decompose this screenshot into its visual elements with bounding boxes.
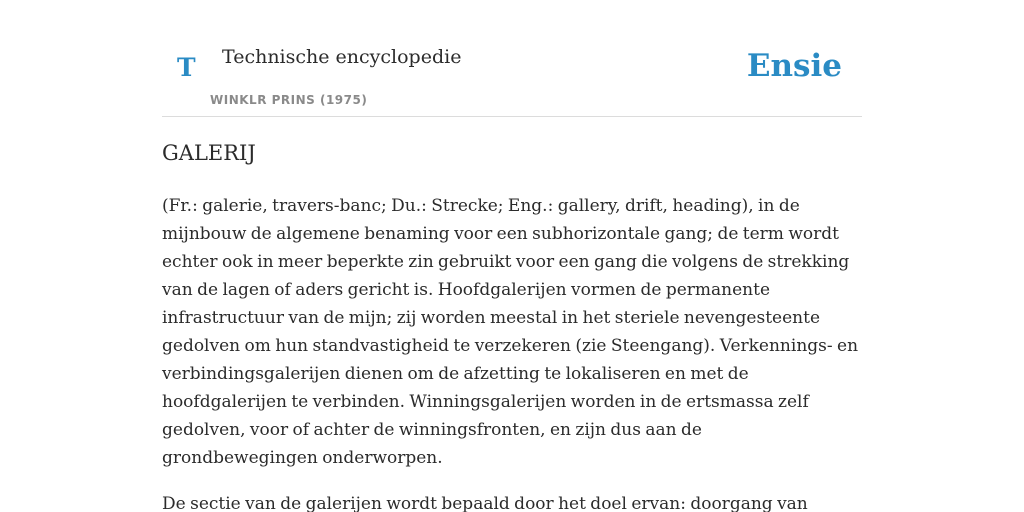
entry-title: GALERIJ <box>162 141 256 165</box>
source-title-link[interactable]: Technische encyclopedie <box>222 46 462 68</box>
entry-body <box>162 192 862 512</box>
source-header <box>162 0 862 117</box>
brand-logo-link[interactable]: Ensie <box>746 48 842 84</box>
source-logo-icon[interactable]: T <box>177 53 196 82</box>
entry-paragraph: (Fr.: galerie, travers-banc; Du.: Strecke; Eng.: gallery, drift, heading), in de mijnbouw de algemene benaming voor een subhorizontale gang; de term wordt echter ook in meer beperkte zin gebruikt voor een gang die volgens de strekking van de lagen of aders gericht is. Hoofdgalerijen vormen de permanente infrastructuur van de mijn; zij worden meestal in het steriele nevengesteente gedolven om hun standvastigheid te verzekeren (zie Steengang). Verkennings- en verbindingsgalerijen dienen om de afzetting te lokaliseren en met de hoofdgalerijen te verbinden. Winningsgalerijen worden in de ertsmassa zelf gedolven, voor of achter de winningsfronten, en zijn dus aan de grondbewegingen onderworpen. <box>162 196 859 468</box>
entry-paragraph: De sectie van de galerijen wordt bepaald door het doel ervan: doorgang van <box>162 494 808 512</box>
source-subtitle: WINKLR PRINS (1975) <box>210 93 368 107</box>
